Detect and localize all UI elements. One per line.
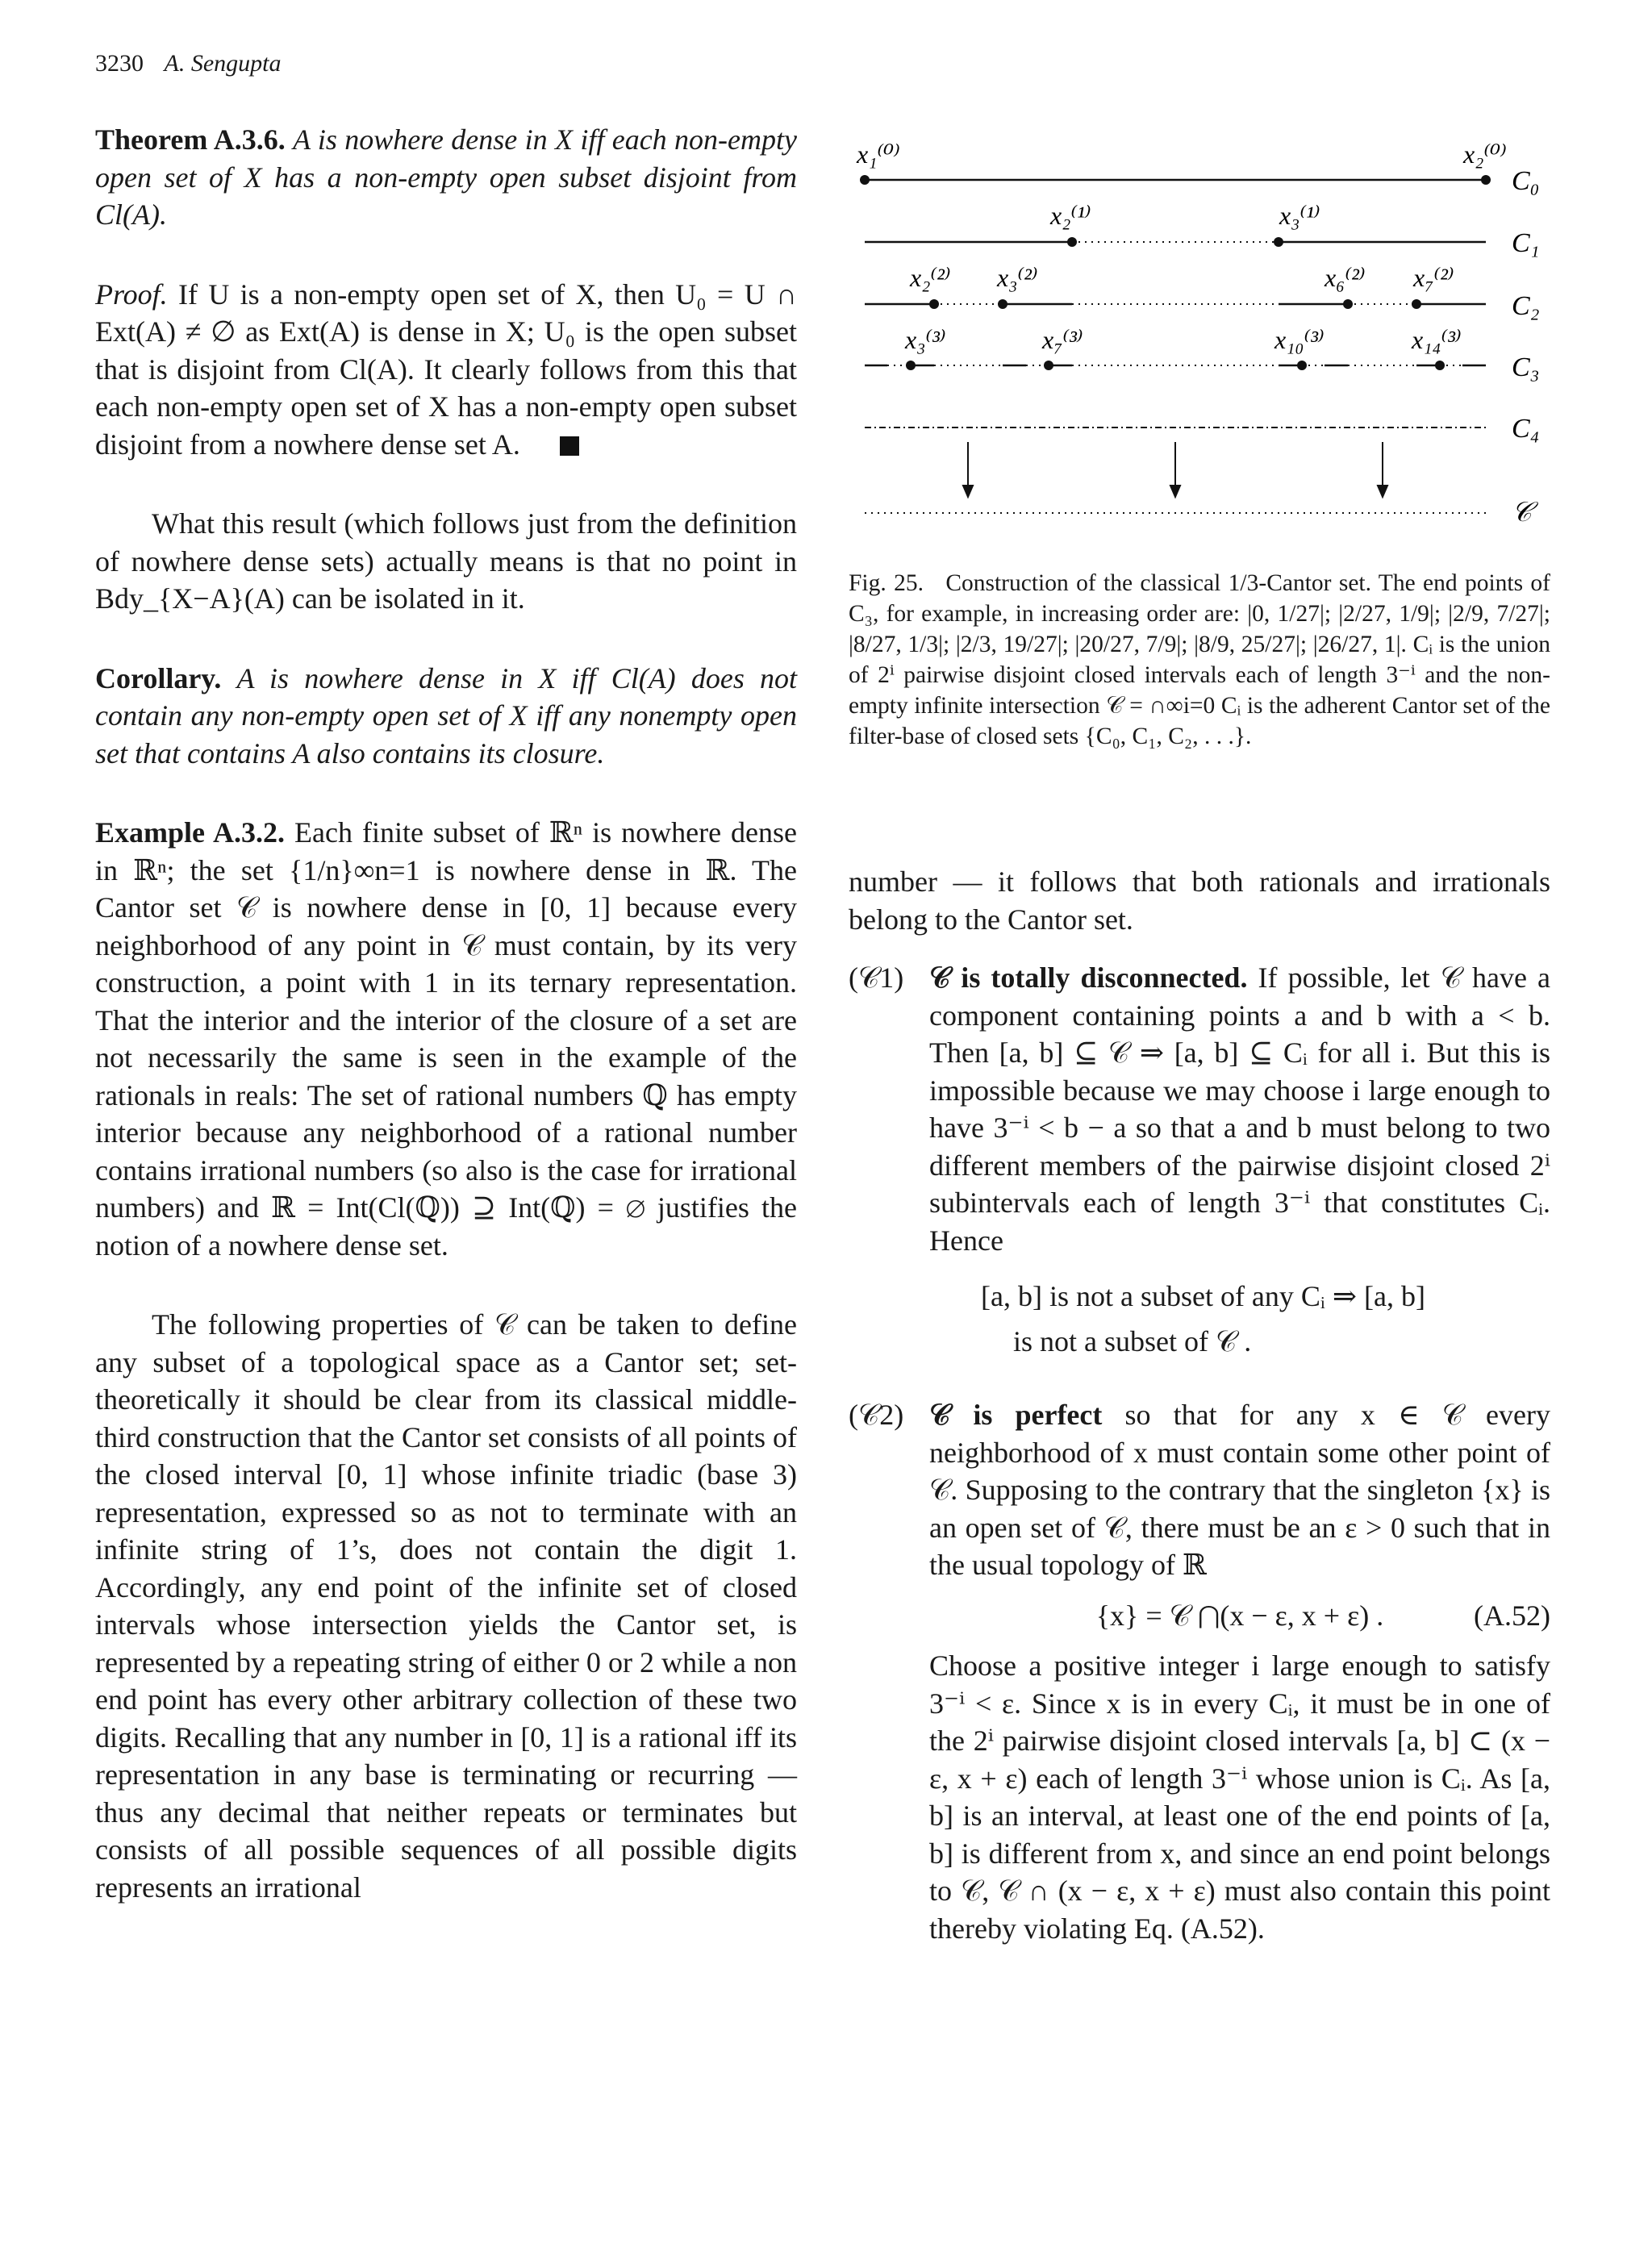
corollary-text: A is nowhere dense in X iff Cl(A) does not contain any non-empty open set of X iff any nonempty open set that contains A also contains its closure. [95,661,798,769]
proof-label: Proof. [95,277,168,311]
caption-label: Fig. 25. [849,570,924,596]
label-x2-1: x₂⁽¹⁾ [1050,201,1091,230]
example-block [95,814,797,1264]
left-column [95,121,797,1906]
property-c2 [849,1396,1550,1947]
proof-text: If U is a non-empty open set of X, then U₀ = U ∩ Ext(A) ≠ ∅ as Ext(A) is dense in X; U₀ is the open subset that is disjoint from Cl(A). It clearly follows from this that each non-empty open set of X has a non-empty open subset disjoint from a nowhere dense set A. [95,277,798,461]
c1-display [929,1274,1550,1364]
theorem-block [95,121,797,234]
c2-tag: (𝒞2) [849,1399,904,1431]
c1-display-line1: [a, b] is not a subset of any Cᵢ ⇒ [a, b] [981,1280,1425,1312]
c1-tag: (𝒞1) [849,961,904,994]
equation-body: {x} = 𝒞 ⋂(x − ε, x + ε) . [1095,1599,1384,1632]
label-x3-1: x₃⁽¹⁾ [1279,201,1320,230]
example-label: Example A.3.2. [95,816,286,849]
page-number: 3230 [95,50,144,77]
remark-paragraph: What this result (which follows just from the definition of nowhere dense sets) actually means is that no point in Bdy_{X−A}(A) can be isolated in it. [95,507,797,615]
property-c1 [849,959,1550,1364]
label-x3-3: x₃⁽³⁾ [905,325,946,354]
label-x10-3: x₁₀⁽³⁾ [1274,325,1325,354]
label-x3-2: x₃⁽²⁾ [997,263,1038,292]
properties-intro-paragraph: The following properties of 𝒞 can be taken to define any subset of a topological space as a Cantor set; set-theoretically it should be clear from its classical middle-third construction that the Cantor set consists of all points of the closed interval [0, 1] whose infinite triadic (base 3) representation, expressed so as not to terminate with an infinite string of 1’s, does not contain the digit 1. Accordingly, any end point of the infinite set of closed intervals whose intersection yields the Cantor set, is represented by a repeating string of either 0 or 2 while a non end point has every other arbitrary collection of these two digits. Recalling that any number in [0, 1] is a rational iff its representation in any base is terminating or recurring — thus any decimal that neither repeats or terminates but consists of all possible sequences of all possible digits represents an irrational [95,1308,797,1904]
running-author: A. Sengupta [164,50,282,77]
row-label-c0: C₀ [1512,166,1540,196]
row-label-c1: C₁ [1512,228,1540,258]
label-x2-0: x₂⁽⁰⁾ [1463,140,1507,169]
label-x6-2: x₆⁽²⁾ [1325,263,1366,292]
c1-title: 𝒞 is totally disconnected. [929,961,1248,994]
label-x7-2: x₇⁽²⁾ [1413,263,1454,292]
proof-block [95,276,797,464]
qed-square-icon [560,436,579,456]
row-label-cantor: 𝒞 [1512,498,1532,528]
row-label-c4: C₄ [1512,414,1540,444]
row-label-c2: C₂ [1512,291,1540,321]
c2-title: 𝒞 is perfect [929,1399,1103,1431]
c2-text: so that for any x ∈ 𝒞 every neighborhood of x must contain some other point of 𝒞. Supposing to the contrary that the singleton {x} is an open set of 𝒞, there must be an ε > 0 such that in the usual topology of ℝ [929,1399,1550,1581]
figure-caption [849,568,1550,752]
continuation-paragraph: number — it follows that both rationals and irrationals belong to the Cantor set. [849,865,1550,936]
c2-text-after: Choose a positive integer i large enough to satisfy 3⁻ⁱ < ε. Since x is in every Cᵢ, it must be in one of the 2ⁱ pairwise disjoint closed intervals [a, b] ⊂ (x − ε, x + ε) each of length 3⁻ⁱ whose union is Cᵢ. As [a, b] is an interval, at least one of the end points of [a, b] is different from x, and since an end point belongs to 𝒞, 𝒞 ∩ (x − ε, x + ε) must also contain this point thereby violating Eq. (A.52). [929,1649,1550,1945]
equation-number: (A.52) [1474,1599,1550,1632]
caption-text: Construction of the classical 1/3-Cantor set. The end points of C₃, for example, in increasing order are: |0, 1/27|; |2/27, 1/9|; |2/9, 7/27|; |8/27, 1/3|; |2/3, 19/27|; |20/27, 7/9|; |8/9, 25/27|; |26/27, 1|. Cᵢ is the union of 2ⁱ pairwise disjoint closed intervals each of length 3⁻ⁱ and the non-empty infinite intersection 𝒞 = ∩∞i=0 Cᵢ is the adherent Cantor set of the filter-base of closed sets {C₀, C₁, C₂, . . .}. [849,570,1551,749]
label-x7-3: x₇⁽³⁾ [1042,325,1083,354]
row-label-c3: C₃ [1512,352,1540,382]
label-x2-2: x₂⁽²⁾ [910,263,951,292]
cantor-diagram [849,121,1558,573]
corollary-label: Corollary. [95,661,222,694]
right-column [849,863,1550,1979]
label-x1-0: x₁⁽⁰⁾ [857,140,900,169]
c1-text: If possible, let 𝒞 have a component containing points a and b with a < b. Then [a, b] ⊆ 𝒞 ⇒ [a, b] ⊆ Cᵢ for all i. But this is impossible because we may choose i large enough to have 3⁻ⁱ < b − a so that a and b must belong to two different members of the pairwise disjoint closed 2ⁱ subintervals each of length 3⁻ⁱ that constitutes Cᵢ. Hence [929,961,1551,1257]
label-x14-3: x₁₄⁽³⁾ [1412,325,1462,354]
equation-a52 [929,1597,1550,1635]
down-arrow-icons [963,442,1387,497]
theorem-text: A is nowhere dense in X iff each non-empty open set of X has a non-empty open subset disjoint from Cl(A). [95,123,797,231]
running-header [95,50,281,77]
corollary-block [95,660,797,773]
theorem-label: Theorem A.3.6. [95,123,286,156]
point-x2-0 [1481,175,1491,185]
point-x1-0 [860,175,870,185]
cantor-construction-figure [849,121,1558,573]
c1-display-line2: is not a subset of 𝒞 . [1013,1325,1252,1357]
example-text: Each finite subset of ℝⁿ is nowhere dense in ℝⁿ; the set {1/n}∞n=1 is nowhere dense in ℝ. The Cantor set 𝒞 is nowhere dense in [0, 1] because every neighborhood of any point in 𝒞 must contain, by its very construction, a point with 1 in its ternary representation. That the interior and the interior of the closure of a set are not necessarily the same is seen in the example of the rationals in reals: The set of rational numbers ℚ has empty interior because any neighborhood of a rational number contains irrational numbers (so also is the case for irrational numbers) and ℝ = Int(Cl(ℚ)) ⊇ Int(ℚ) = ∅ justifies the notion of a nowhere dense set. [95,816,798,1262]
